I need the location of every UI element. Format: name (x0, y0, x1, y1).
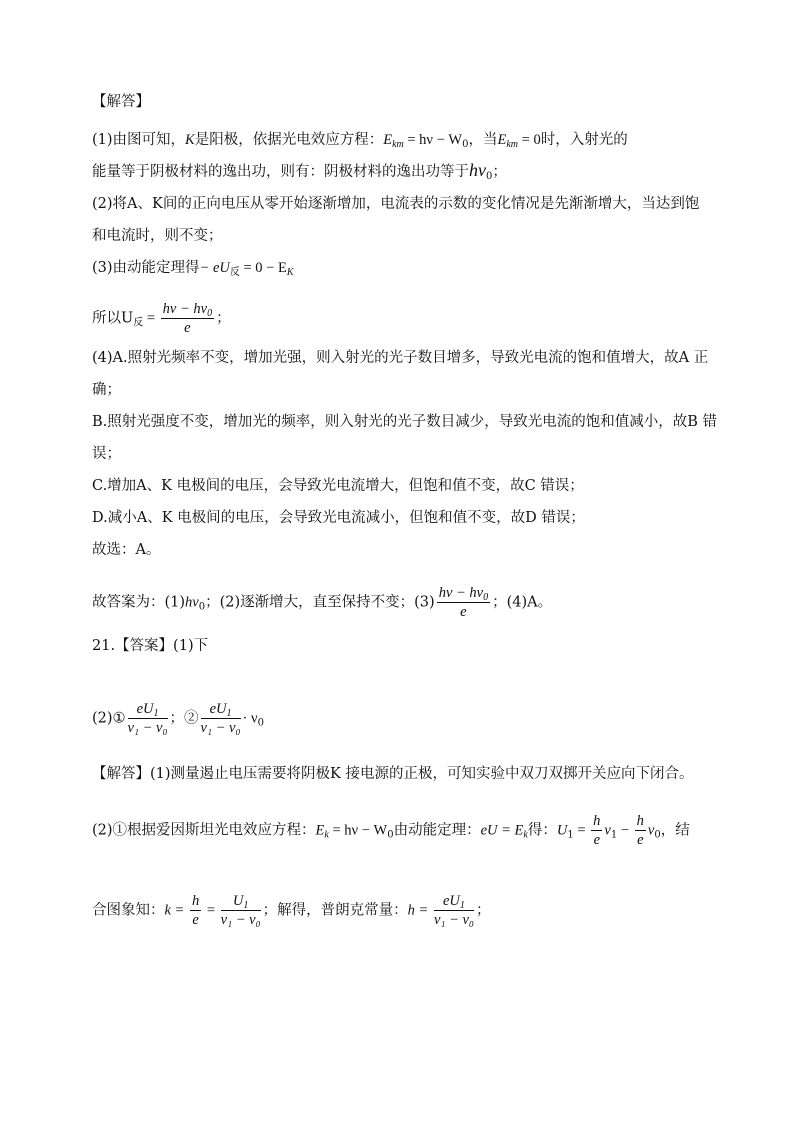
para-2b: 和电流时，则不变； (92, 228, 223, 244)
para-5b: 确； (92, 382, 121, 398)
para-7: C.增加A、K 电极间的电压，会导致光电流增大，但饱和值不变，故C 错误； (92, 478, 584, 494)
para-5a: (4)A.照射光频率不变，增加光强，则入射光的光子数目增多，导致光电流的饱和值增大，故A 正 (92, 350, 709, 366)
para-10: 故答案为：$(1)h\nu_0$；(2)逐渐增大，直至保持不变；(3) $\frac{h\nu - h\nu_0}{e}$ ；(4)A。 (92, 585, 553, 620)
para-1b: 能量等于阴极材料的逸出功，则有：阴极材料的逸出功等于$h\nu_0$； (92, 160, 507, 182)
q21-solution-3: 合图象知：k = $\frac{h}{e}$ = $\frac{U_1}{\text{ν₁ − ν₀}}$ ；解得，普朗克常量：h = $\frac{eU_1}{\text{ν₁ − ν₀}}$ ； (92, 893, 491, 928)
para-1: (1)由图可知，K是阳极，依据光电效应方程：$E_{km} = h\nu - W_0$，当$E_{km} = 0$时，入射光的 (92, 132, 628, 150)
q21-solution-2: (2)①根据爱因斯坦光电效应方程：$E_k = h\nu - W_0$由动能定理：eU = $E_k$得：$U_1$ = $\frac{h}{e}$ $\nu_1$ − $\frac{h}{e}$ $\nu_0$，结 (92, 813, 690, 848)
para-8: D.减小A、K 电极间的电压，会导致光电流减小，但饱和值不变，故D 错误； (92, 510, 585, 526)
para-4: 所以$U_反$ = $\frac{h\nu - h\nu_0}{e}$ ； (92, 301, 231, 336)
para-9: 故选：A。 (92, 542, 161, 558)
para-6a: B.照射光强度不变，增加光的频率，则入射光的光子数目减少，导致光电流的饱和值减小，故B 错 (92, 414, 718, 430)
para-2a: (2)将A、K间的正向电压从零开始逐渐增加，电流表的示数的变化情况是先渐渐增大，当达到饱 (92, 196, 700, 212)
para-6b: 误； (92, 446, 121, 462)
para-3: (3)由动能定理得− $eU_反 = 0 - E_K$ (92, 260, 294, 278)
q21-solution-1: 【解答】(1)测量遏止电压需要将阴极K 接电源的正极，可知实验中双刀双掷开关应向下闭合。 (92, 766, 694, 782)
q21-answer: 21.【答案】(1)下 (92, 638, 209, 654)
solution-header: 【解答】 (92, 94, 150, 110)
q21-part2: (2)① $\frac{eU_1}{\text{ν₁ − ν₀}}$ ；② $\frac{eU_1}{\text{ν₁ − ν₀}}$ · $\nu_0$ (92, 701, 264, 736)
